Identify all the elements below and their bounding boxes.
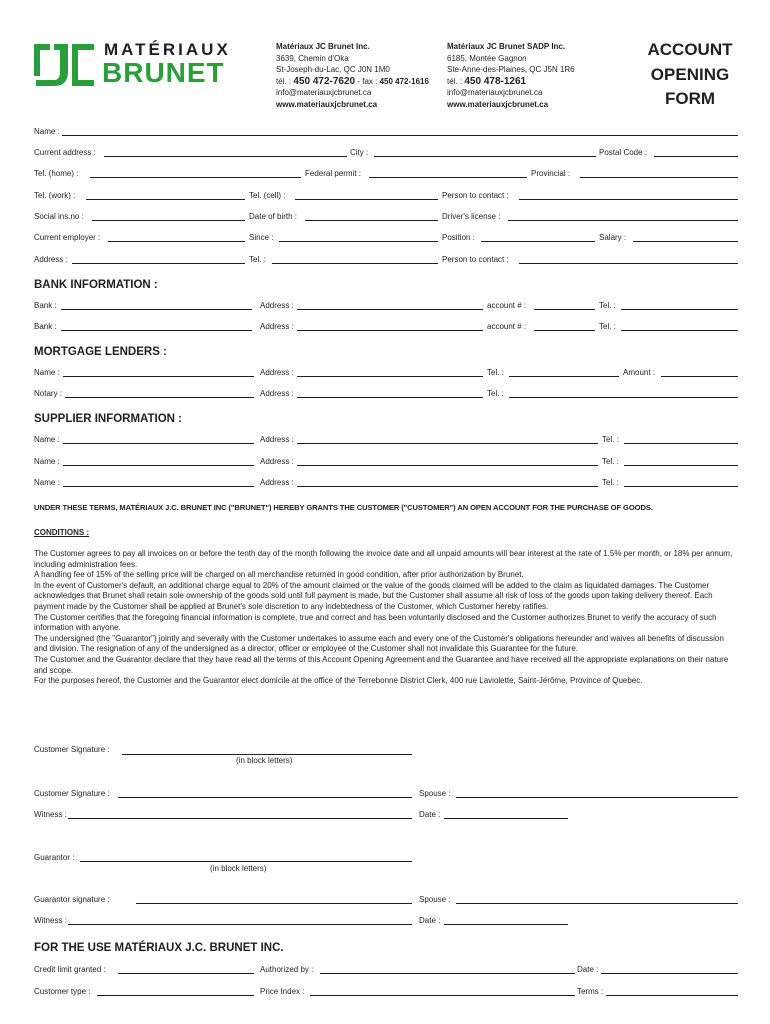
bank1-tel-label: Tel. : bbox=[599, 301, 616, 310]
address-label: Address : bbox=[34, 255, 68, 264]
terms-field[interactable] bbox=[606, 995, 738, 996]
supplier3-name-label: Name : bbox=[34, 478, 60, 487]
witness-2-label: Witness : bbox=[34, 916, 67, 925]
mortgage-name-label: Name : bbox=[34, 368, 60, 377]
social-ins-field[interactable] bbox=[92, 220, 245, 221]
postal-code-field[interactable] bbox=[654, 156, 738, 157]
supplier3-address-field[interactable] bbox=[297, 486, 598, 487]
mortgage-tel-field[interactable] bbox=[509, 376, 619, 377]
spouse-1-field[interactable] bbox=[456, 797, 738, 798]
store1-address2: St-Joseph-du-Lac, QC J0N 1M0 bbox=[276, 65, 390, 74]
store2-info bbox=[447, 41, 575, 110]
bank1-address-field[interactable] bbox=[297, 309, 483, 310]
condition-paragraph: A handling fee of 15% of the selling price will be charged on all merchandise returned in good condition, after prior authorization by Brunet. bbox=[34, 570, 524, 580]
supplier2-address-field[interactable] bbox=[297, 465, 598, 466]
store2-email[interactable]: info@materiauxjcbrunet.ca bbox=[447, 88, 543, 97]
store1-email[interactable]: info@materiauxjcbrunet.ca bbox=[276, 88, 372, 97]
condition-paragraph: The undersigned (the "Guarantor") jointly and severally with the Customer undertakes to assume each and every one of the Customer's obligations hereunder and waives all benefits of discussion and division. The resignation of any of the undersigned as a director, officer or employee of the Customer shall not invalidate this Guarantee for the future. bbox=[34, 633, 724, 654]
tel-home-label: Tel. (home) : bbox=[34, 169, 79, 178]
store1-phone-line bbox=[276, 76, 429, 88]
credit-limit-label: Credit limit granted : bbox=[34, 965, 106, 974]
condition-paragraph: The Customer agrees to pay all invoices on or before the tenth day of the month following the invoice date and all unpaid amounts will bear interest at the rate of 1.5% per month, or 18% per annum, including administration fees. bbox=[34, 549, 733, 569]
person-to-contact2-field[interactable] bbox=[519, 263, 738, 264]
salary-label: Salary : bbox=[599, 233, 627, 242]
social-ins-label: Social ins.no : bbox=[34, 212, 84, 221]
conditions-text bbox=[34, 549, 738, 687]
tel-label: Tel. : bbox=[249, 255, 266, 264]
witness-1-label: Witness : bbox=[34, 810, 67, 819]
name-field[interactable] bbox=[62, 135, 738, 136]
price-index-field[interactable] bbox=[310, 995, 575, 996]
address-field[interactable] bbox=[72, 263, 245, 264]
terms-label: Terms : bbox=[577, 987, 604, 996]
customer-signature-1-label: Customer Signature : bbox=[34, 745, 110, 754]
current-employer-label: Current employer : bbox=[34, 233, 101, 242]
store1-name: Matériaux JC Brunet Inc. bbox=[276, 42, 370, 51]
supplier3-name-field[interactable] bbox=[63, 486, 254, 487]
supplier2-tel-label: Tel. : bbox=[602, 457, 619, 466]
notary-address-field[interactable] bbox=[297, 397, 483, 398]
bank1-account-field[interactable] bbox=[534, 309, 595, 310]
tel-field[interactable] bbox=[272, 263, 438, 264]
date-2-label: Date : bbox=[419, 916, 441, 925]
drivers-license-field[interactable] bbox=[508, 220, 738, 221]
supplier2-name-label: Name : bbox=[34, 457, 60, 466]
city-field[interactable] bbox=[374, 156, 596, 157]
jc-logo-icon bbox=[32, 42, 96, 88]
terms-heading: UNDER THESE TERMS, MATÉRIAUX J.C. BRUNET INC ("BRUNET") HEREBY GRANTS THE CUSTOMER ("CUSTOMER") AN OPEN ACCOUNT FOR THE PURCHASE OF GOODS. bbox=[34, 503, 653, 512]
brunet-logo bbox=[32, 40, 268, 88]
in-block-letters-2: (in block letters) bbox=[210, 864, 267, 873]
store1-info bbox=[276, 41, 429, 110]
store2-web[interactable]: www.materiauxjcbrunet.ca bbox=[447, 99, 549, 109]
form-title-line3: FORM bbox=[664, 89, 716, 108]
mortgage-amount-field[interactable] bbox=[661, 376, 738, 377]
form-title bbox=[640, 38, 740, 112]
store1-address1: 3639, Chemin d'Oka bbox=[276, 53, 349, 63]
notary-tel-field[interactable] bbox=[509, 397, 738, 398]
bank2-label: Bank : bbox=[34, 322, 57, 331]
guarantor-label: Guarantor : bbox=[34, 853, 75, 862]
customer-signature-2-label: Customer Signature : bbox=[34, 789, 110, 798]
office-use-heading: FOR THE USE MATÉRIAUX J.C. BRUNET INC. bbox=[34, 942, 284, 954]
notary-tel-label: Tel. : bbox=[487, 389, 504, 398]
supplier1-tel-label: Tel. : bbox=[602, 435, 619, 444]
city-label: City : bbox=[350, 148, 369, 157]
tel-cell-label: Tel. (cell) : bbox=[249, 191, 286, 200]
date-1-label: Date : bbox=[419, 810, 441, 819]
mortgage-address-field[interactable] bbox=[297, 376, 483, 377]
condition-paragraph: In the event of Customer's default, an additional charge equal to 20% of the amount claimed or the value of the goods claimed will be added to the claim as liquidated damages. The Customer acknowledges that Brunet shall retain sole ownership of the goods sold until full payment is made, but the Customer shall assume all risk of loss of the goods upon taking delivery thereof. Each payment made by the Customer shall be applied at Brunet's sole discretion to any indebtedness of the Customer, which Customer hereby ratifies. bbox=[34, 580, 713, 611]
customer-signature-1-field[interactable] bbox=[122, 754, 412, 755]
current-employer-field[interactable] bbox=[108, 241, 245, 242]
condition-paragraph: For the purposes hereof, the Customer and the Guarantor elect domicile at the office of the Terrebonne District Clerk, 400 rue Laviolette, Saint-Jérôme, Province of Quebec. bbox=[34, 676, 643, 686]
supplier3-tel-label: Tel. : bbox=[602, 478, 619, 487]
credit-limit-field[interactable] bbox=[118, 973, 254, 974]
logo-text-materiaux: MATÉRIAUX bbox=[104, 40, 231, 59]
tel-work-field[interactable] bbox=[86, 199, 245, 200]
supplier1-name-label: Name : bbox=[34, 435, 60, 444]
date-1-field[interactable] bbox=[444, 818, 568, 819]
condition-paragraph: The Customer certifies that the foregoing financial information is complete, true and correct and has been voluntarily disclosed and the Customer authorizes Brunet to verify the accuracy of such information with anyone. bbox=[34, 612, 717, 633]
spouse-1-label: Spouse : bbox=[419, 789, 451, 798]
guarantor-signature-field[interactable] bbox=[136, 903, 412, 904]
authorized-by-field[interactable] bbox=[320, 973, 575, 974]
form-title-line2: OPENING bbox=[650, 64, 730, 84]
store1-web[interactable]: www.materiauxjcbrunet.ca bbox=[276, 99, 378, 109]
person-to-contact-label: Person to contact : bbox=[442, 191, 509, 200]
bank1-label: Bank : bbox=[34, 301, 57, 310]
provincial-field[interactable] bbox=[580, 177, 738, 178]
supplier2-tel-field[interactable] bbox=[624, 465, 738, 466]
person-to-contact2-label: Person to contact : bbox=[442, 255, 509, 264]
supplier3-tel-field[interactable] bbox=[624, 486, 738, 487]
supplier1-tel-field[interactable] bbox=[624, 443, 738, 444]
position-field[interactable] bbox=[481, 241, 595, 242]
position-label: Position : bbox=[442, 233, 475, 242]
notary-label: Notary : bbox=[34, 389, 63, 398]
date-of-birth-label: Date of birth : bbox=[249, 212, 298, 221]
guarantor-signature-label: Guarantor signature : bbox=[34, 895, 110, 904]
current-address-label: Current address : bbox=[34, 148, 96, 157]
provincial-label: Provincial : bbox=[531, 169, 571, 178]
bank1-tel-field[interactable] bbox=[621, 309, 738, 310]
condition-paragraph: The Customer and the Guarantor declare that they have read all the terms of this Account Opening Agreement and the Guarantee and have received all the appropriate explanations on their nature and scope. bbox=[34, 654, 729, 675]
supplier3-address-label: Address : bbox=[260, 478, 294, 487]
office-date-field[interactable] bbox=[601, 973, 738, 974]
bank1-address-label: Address : bbox=[260, 301, 294, 310]
conditions-title: CONDITIONS : bbox=[34, 528, 90, 537]
salary-field[interactable] bbox=[633, 241, 738, 242]
witness-2-field[interactable] bbox=[68, 924, 412, 925]
store1-tel-label: tél. : bbox=[276, 76, 292, 86]
federal-permit-field[interactable] bbox=[369, 177, 527, 178]
bank1-account-label: account # : bbox=[487, 301, 527, 310]
supplier1-address-label: Address : bbox=[260, 435, 294, 444]
bank2-address-field[interactable] bbox=[297, 330, 483, 331]
bank2-tel-field[interactable] bbox=[621, 330, 738, 331]
bank2-field[interactable] bbox=[61, 330, 252, 331]
form-title-line1: ACCOUNT bbox=[647, 40, 733, 59]
mortgage-lenders-heading: MORTGAGE LENDERS : bbox=[34, 346, 167, 358]
mortgage-amount-label: Amount : bbox=[623, 368, 656, 377]
customer-type-label: Customer type : bbox=[34, 987, 91, 996]
notary-field[interactable] bbox=[65, 397, 254, 398]
store2-tel: 450 478-1261 bbox=[464, 75, 527, 87]
bank2-tel-label: Tel. : bbox=[599, 322, 616, 331]
supplier1-address-field[interactable] bbox=[297, 443, 598, 444]
mortgage-name-field[interactable] bbox=[63, 376, 254, 377]
person-to-contact-field[interactable] bbox=[519, 199, 738, 200]
store2-tel-label: tél. : bbox=[447, 76, 463, 86]
supplier1-name-field[interactable] bbox=[63, 443, 254, 444]
bank2-address-label: Address : bbox=[260, 322, 294, 331]
bank2-account-label: account # : bbox=[487, 322, 527, 331]
price-index-label: Price Index : bbox=[260, 987, 305, 996]
tel-work-label: Tel. (work) : bbox=[34, 191, 76, 200]
mortgage-address-label: Address : bbox=[260, 368, 294, 377]
spouse-2-field[interactable] bbox=[456, 903, 738, 904]
store2-name: Matériaux JC Brunet SADP Inc. bbox=[447, 42, 566, 51]
bank2-account-field[interactable] bbox=[534, 330, 595, 331]
authorized-by-label: Authorized by : bbox=[260, 965, 314, 974]
guarantor-field[interactable] bbox=[80, 861, 412, 862]
bank-information-heading: BANK INFORMATION : bbox=[34, 279, 158, 291]
tel-cell-field[interactable] bbox=[295, 199, 438, 200]
current-address-field[interactable] bbox=[104, 156, 347, 157]
date-2-field[interactable] bbox=[444, 924, 568, 925]
store2-address1: 6185, Montée Gagnon bbox=[447, 53, 527, 63]
supplier2-name-field[interactable] bbox=[63, 465, 254, 466]
notary-address-label: Address : bbox=[260, 389, 294, 398]
office-date-label: Date : bbox=[577, 965, 599, 974]
store2-phone-line bbox=[447, 76, 575, 88]
store1-fax: 450 472-1616 bbox=[379, 76, 429, 86]
customer-signature-2-field[interactable] bbox=[118, 797, 412, 798]
witness-1-field[interactable] bbox=[68, 818, 412, 819]
bank1-field[interactable] bbox=[61, 309, 252, 310]
store2-address2: Ste-Anne-des-Plaines, QC J5N 1R6 bbox=[447, 65, 575, 74]
postal-code-label: Postal Code : bbox=[599, 148, 648, 157]
supplier-information-heading: SUPPLIER INFORMATION : bbox=[34, 413, 183, 425]
spouse-2-label: Spouse : bbox=[419, 895, 451, 904]
tel-home-field[interactable] bbox=[90, 177, 301, 178]
mortgage-tel-label: Tel. : bbox=[487, 368, 504, 377]
drivers-license-label: Driver's license : bbox=[442, 212, 501, 221]
in-block-letters-1: (in block letters) bbox=[236, 756, 293, 765]
store1-fax-label: - fax : bbox=[357, 76, 378, 86]
name-label: Name : bbox=[34, 127, 60, 136]
store1-tel: 450 472-7620 bbox=[293, 75, 356, 87]
logo-text-brunet: BRUNET bbox=[102, 57, 225, 88]
since-label: Since : bbox=[249, 233, 274, 242]
supplier2-address-label: Address : bbox=[260, 457, 294, 466]
customer-type-field[interactable] bbox=[97, 995, 254, 996]
date-of-birth-field[interactable] bbox=[305, 220, 438, 221]
federal-permit-label: Federal permit : bbox=[305, 169, 362, 178]
since-field[interactable] bbox=[279, 241, 438, 242]
